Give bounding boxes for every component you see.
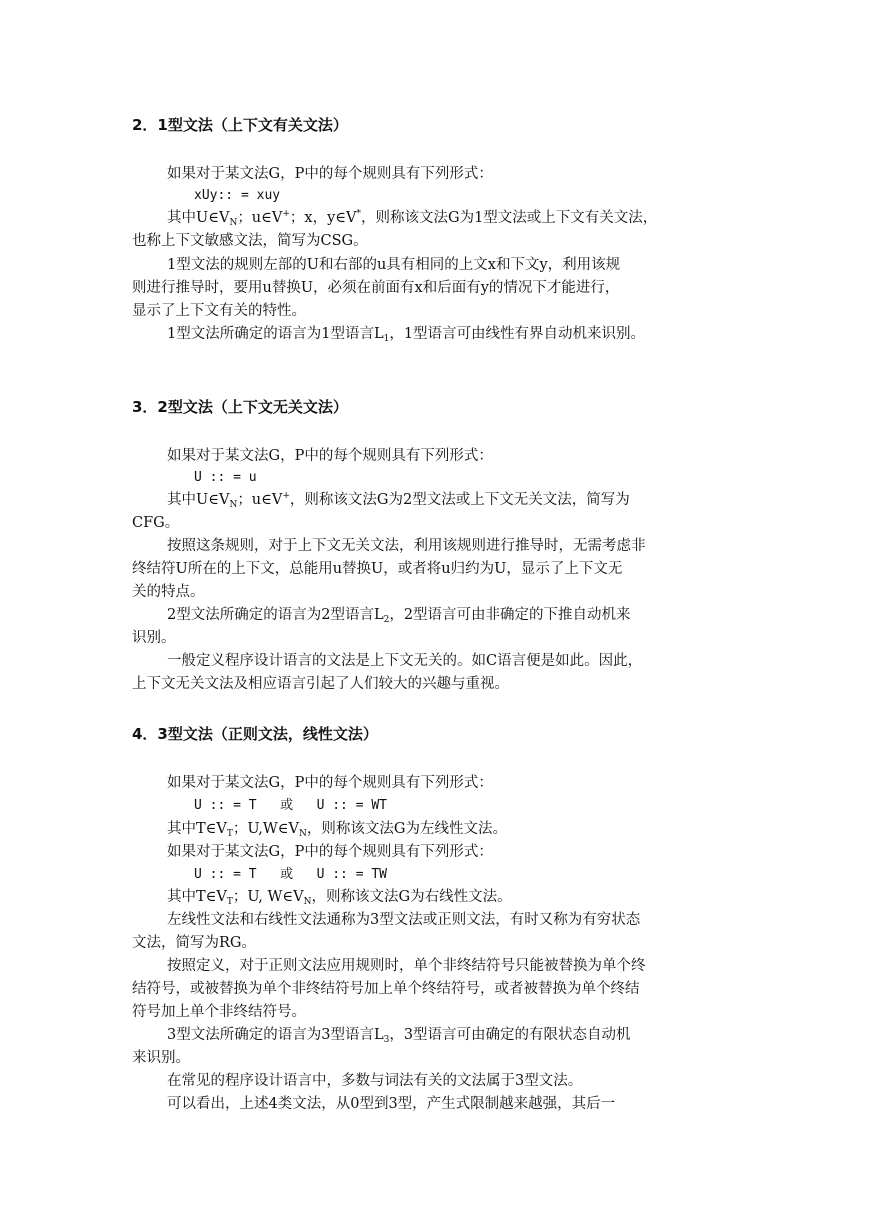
paragraph-line: 其中$U\in V_N$；u∈V+；x，y∈V*，则称该文法G为1型文法或上下文有关文法， bbox=[167, 209, 658, 228]
paragraph-line: 关的特点。 bbox=[132, 584, 205, 600]
paragraph-line: 符号加上单个非终结符号。 bbox=[132, 1004, 306, 1020]
formula-right-linear: U :: = T 或 U :: = TW bbox=[194, 867, 388, 882]
paragraph-line: 1型文法的规则左部的U和右部的u具有相同的上文x和下文y，利用该规 bbox=[167, 257, 621, 273]
paragraph-line: 按照定义，对于正则文法应用规则时，单个非终结符号只能被替换为单个终 bbox=[167, 958, 646, 974]
paragraph-line: 如果对于某文法G，P中的每个规则具有下列形式： bbox=[167, 844, 493, 860]
section-heading-type3: 4．3型文法（正则文法，线性文法） bbox=[132, 725, 378, 743]
paragraph-line: 3型文法所确定的语言为3型语言$L_3$，3型语言可由确定的有限状态自动机 bbox=[167, 1027, 631, 1045]
paragraph-line: 显示了上下文有关的特性。 bbox=[132, 303, 306, 319]
paragraph-line: 可以看出，上述4类文法，从0型到3型，产生式限制越来越强，其后一 bbox=[167, 1096, 616, 1112]
paragraph-line: 结符号，或被替换为单个非终结符号加上单个终结符号，或者被替换为单个终结 bbox=[132, 981, 640, 997]
paragraph-line: 一般定义程序设计语言的文法是上下文无关的。如C语言便是如此。因此， bbox=[167, 653, 643, 669]
paragraph-line: 按照这条规则，对于上下文无关文法，利用该规则进行推导时，无需考虑非 bbox=[167, 538, 646, 554]
paragraph-line: 如果对于某文法G，P中的每个规则具有下列形式： bbox=[167, 775, 493, 791]
paragraph-line: 其中$T\in V_T$；U, $W\in V_N$，则称该文法G为右线性文法。 bbox=[167, 889, 512, 907]
paragraph-line: 如果对于某文法G，P中的每个规则具有下列形式： bbox=[167, 448, 493, 464]
paragraph-line: 上下文无关文法及相应语言引起了人们较大的兴趣与重视。 bbox=[132, 676, 509, 692]
paragraph-line: 终结符U所在的上下文，总能用u替换U，或者将u归约为U，显示了上下文无 bbox=[132, 561, 623, 577]
paragraph-line: 如果对于某文法G，P中的每个规则具有下列形式： bbox=[167, 166, 493, 182]
section-heading-type1: 2．1型文法（上下文有关文法） bbox=[132, 116, 348, 134]
paragraph-line: 其中$T\in V_T$；$U,W\in V_N$，则称该文法G为左线性文法。 bbox=[167, 821, 507, 839]
paragraph-line: 识别。 bbox=[132, 630, 176, 646]
formula-type1: xUy:: = xuy bbox=[194, 188, 281, 203]
paragraph-line: 也称上下文敏感文法，简写为CSG。 bbox=[132, 233, 368, 249]
paragraph-line: 2型文法所确定的语言为2型语言$L_2$，2型语言可由非确定的下推自动机来 bbox=[167, 607, 631, 625]
paragraph-line: 则进行推导时，要用u替换U，必须在前面有x和后面有y的情况下才能进行， bbox=[132, 280, 620, 296]
formula-left-linear: U :: = T 或 U :: = WT bbox=[194, 798, 388, 813]
paragraph-line: 文法，简写为RG。 bbox=[132, 935, 256, 951]
paragraph-line: 1型文法所确定的语言为1型语言$L_1$，1型语言可由线性有界自动机来识别。 bbox=[167, 326, 646, 344]
formula-type2: U :: = u bbox=[194, 470, 257, 485]
paragraph-line: 左线性文法和右线性文法通称为3型文法或正则文法，有时又称为有穷状态 bbox=[167, 912, 641, 928]
paragraph-line: CFG。 bbox=[132, 515, 180, 531]
section-heading-type2: 3．2型文法（上下文无关文法） bbox=[132, 398, 348, 416]
paragraph-line: 在常见的程序设计语言中，多数与词法有关的文法属于3型文法。 bbox=[167, 1073, 583, 1089]
paragraph-line: 来识别。 bbox=[132, 1050, 190, 1066]
paragraph-line: 其中$U\in V_N$；u∈V+，则称该文法G为2型文法或上下文无关文法，简写为 bbox=[167, 491, 630, 510]
